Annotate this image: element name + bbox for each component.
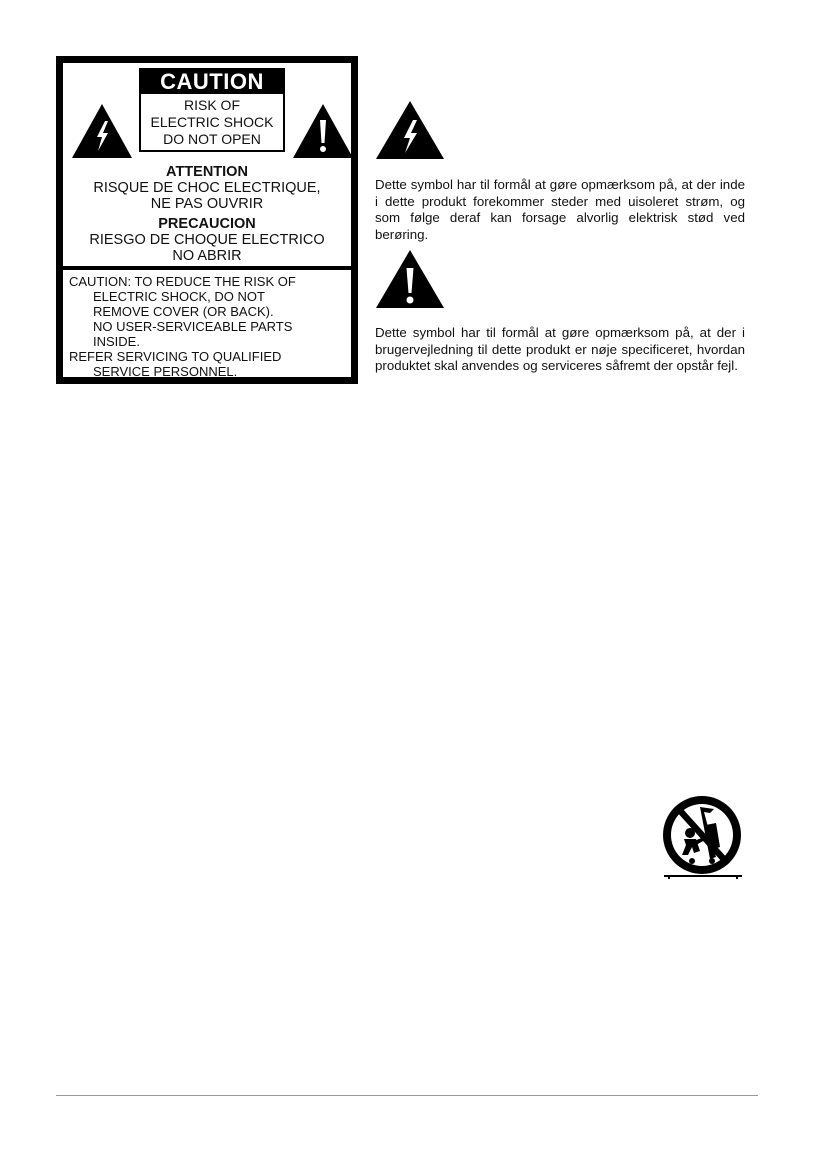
caution-sign <box>139 68 285 152</box>
caution-label-top-panel <box>63 63 351 266</box>
service-warning-line: REMOVE COVER (OR BACK). <box>93 304 274 319</box>
caution-line: ELECTRIC SHOCK <box>150 114 274 130</box>
caution-label-bottom-panel <box>63 270 351 377</box>
exclamation-warning-icon <box>292 103 354 159</box>
caution-label-box <box>56 56 358 384</box>
spanish-line: NO ABRIR <box>172 248 242 264</box>
service-warning-line: ELECTRIC SHOCK, DO NOT <box>93 289 265 304</box>
footer-divider <box>56 1095 758 1096</box>
symbol-explanation-electric <box>375 100 745 243</box>
exclamation-triangle-icon <box>375 249 445 309</box>
french-line: RISQUE DE CHOC ELECTRIQUE, <box>93 180 321 196</box>
service-warning-line: CAUTION: TO REDUCE THE RISK OF <box>69 274 296 289</box>
french-warning <box>63 164 351 212</box>
french-line: NE PAS OUVRIR <box>150 196 264 212</box>
french-heading: ATTENTION <box>166 164 248 180</box>
cart-tip-over-warning-icon <box>656 795 748 881</box>
electric-symbol-description: Dette symbol har til formål at gøre opmærksom på, at der inde i dette produkt forekommer steder med uisoleret strøm, og som følge deraf kan forsage alvorlig elektrisk stød ved berøring. <box>375 177 745 242</box>
symbol-explanation-instructions <box>375 249 745 375</box>
spanish-line: RIESGO DE CHOQUE ELECTRICO <box>89 232 325 248</box>
spanish-heading: PRECAUCION <box>158 216 256 232</box>
service-warning-line: SERVICE PERSONNEL. <box>93 364 238 379</box>
spanish-warning <box>63 216 351 264</box>
service-warning-line: NO USER-SERVICEABLE PARTS <box>93 319 293 334</box>
caution-lines <box>141 97 283 148</box>
caution-title: CAUTION <box>141 70 283 94</box>
service-warning-line: REFER SERVICING TO QUALIFIED <box>69 349 282 364</box>
lightning-warning-icon <box>71 103 133 159</box>
caution-line: RISK OF <box>183 97 240 113</box>
instructions-symbol-description: Dette symbol har til formål at gøre opmærksom på, at der i brugervejledning til dette produkt er nøje specificeret, hvordan produktet skal anvendes og serviceres såfremt der opstår fejl. <box>375 325 745 373</box>
lightning-triangle-icon <box>375 100 445 160</box>
service-warning-line: INSIDE. <box>93 334 140 349</box>
service-warning-text <box>69 274 296 379</box>
caution-line: DO NOT OPEN <box>163 131 261 147</box>
